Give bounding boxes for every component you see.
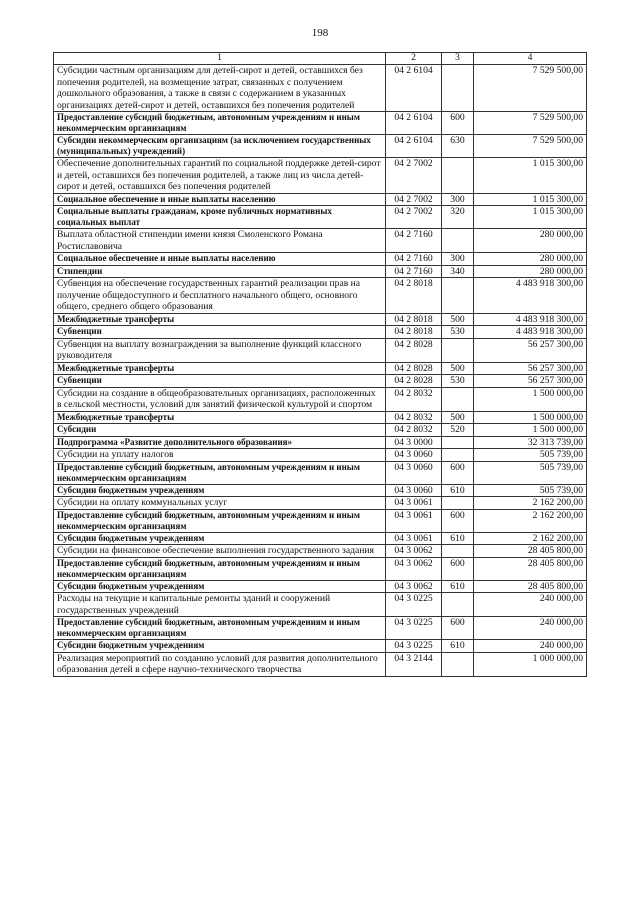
table-row [54,580,587,593]
row-expense-type-cell: 600 [442,509,474,532]
row-name-cell: Субсидии бюджетным учреждениям [54,580,386,593]
table-row [54,411,587,424]
row-amount-cell: 240 000,00 [474,617,587,640]
row-code-cell: 04 2 8032 [386,387,442,411]
row-name-cell: Субсидии некоммерческим организациям (за исключением государственных (муниципальных) учреждений) [54,135,386,158]
row-name-cell: Подпрограмма «Развитие дополнительного образования» [54,436,386,449]
row-amount-cell: 1 500 000,00 [474,411,587,424]
row-amount-cell: 28 405 800,00 [474,557,587,580]
row-name-cell: Социальное обеспечение и иные выплаты населению [54,193,386,206]
row-expense-type-cell: 530 [442,375,474,388]
table-row [54,229,587,253]
row-name-cell: Стипендии [54,265,386,278]
table-row [54,461,587,484]
row-amount-cell: 2 162 200,00 [474,497,587,510]
row-name-cell: Субвенции [54,375,386,388]
row-code-cell: 04 3 0062 [386,545,442,558]
row-name-cell: Субвенция на обеспечение государственных гарантий реализации прав на получение общедоступного и бесплатного начального общего, основного общего, среднего общего образования [54,278,386,314]
row-code-cell: 04 2 8018 [386,278,442,314]
header-cell-sum: 4 [474,53,587,65]
table-row [54,253,587,266]
row-amount-cell: 240 000,00 [474,640,587,653]
row-name-cell: Субсидии бюджетным учреждениям [54,484,386,497]
row-code-cell: 04 3 0225 [386,617,442,640]
table-row [54,112,587,135]
row-expense-type-cell: 500 [442,313,474,326]
row-name-cell: Субвенции [54,326,386,339]
row-name-cell: Реализация мероприятий по созданию условий для развития дополнительного образования детей в сфере научно-технического творчества [54,652,386,676]
table-row [54,545,587,558]
table-row [54,532,587,545]
row-amount-cell: 7 529 500,00 [474,112,587,135]
table-row [54,313,587,326]
row-code-cell: 04 2 7160 [386,229,442,253]
row-amount-cell: 1 015 300,00 [474,193,587,206]
table-row [54,387,587,411]
row-expense-type-cell: 300 [442,253,474,266]
row-code-cell: 04 3 0225 [386,593,442,617]
table-row [54,206,587,229]
row-code-cell: 04 2 8018 [386,313,442,326]
row-amount-cell: 1 000 000,00 [474,652,587,676]
header-row [54,53,587,65]
row-code-cell: 04 2 8018 [386,326,442,339]
row-amount-cell: 56 257 300,00 [474,362,587,375]
row-expense-type-cell [442,278,474,314]
row-expense-type-cell: 600 [442,557,474,580]
row-amount-cell: 280 000,00 [474,229,587,253]
row-amount-cell: 505 739,00 [474,484,587,497]
row-expense-type-cell [442,436,474,449]
row-code-cell: 04 2 7002 [386,193,442,206]
table-row [54,557,587,580]
row-name-cell: Социальные выплаты гражданам, кроме публичных нормативных социальных выплат [54,206,386,229]
row-amount-cell: 1 015 300,00 [474,158,587,194]
row-expense-type-cell: 300 [442,193,474,206]
table-row [54,362,587,375]
row-code-cell: 04 2 7002 [386,206,442,229]
row-expense-type-cell: 340 [442,265,474,278]
row-amount-cell: 1 500 000,00 [474,424,587,437]
row-code-cell: 04 2 8032 [386,424,442,437]
row-code-cell: 04 2 8028 [386,362,442,375]
table-row [54,424,587,437]
row-amount-cell: 7 529 500,00 [474,65,587,112]
row-name-cell: Субсидии [54,424,386,437]
row-name-cell: Субсидии на финансовое обеспечение выполнения государственного задания [54,545,386,558]
row-code-cell: 04 2 8028 [386,338,442,362]
row-amount-cell: 1 015 300,00 [474,206,587,229]
row-code-cell: 04 3 0225 [386,640,442,653]
row-expense-type-cell [442,65,474,112]
row-expense-type-cell: 600 [442,617,474,640]
row-code-cell: 04 3 0061 [386,497,442,510]
row-expense-type-cell: 500 [442,411,474,424]
row-expense-type-cell: 600 [442,112,474,135]
row-name-cell: Субсидии на оплату коммунальных услуг [54,497,386,510]
row-code-cell: 04 2 7160 [386,265,442,278]
row-code-cell: 04 2 6104 [386,112,442,135]
page-number: 198 [311,27,329,39]
row-amount-cell: 2 162 200,00 [474,532,587,545]
row-name-cell: Субсидии бюджетным учреждениям [54,640,386,653]
row-expense-type-cell: 520 [442,424,474,437]
row-amount-cell: 28 405 800,00 [474,545,587,558]
row-code-cell: 04 2 6104 [386,135,442,158]
row-amount-cell: 56 257 300,00 [474,338,587,362]
row-expense-type-cell: 610 [442,484,474,497]
row-name-cell: Расходы на текущие и капитальные ремонты зданий и сооружений государственных учреждений [54,593,386,617]
row-code-cell: 04 2 7160 [386,253,442,266]
row-name-cell: Предоставление субсидий бюджетным, автономным учреждениям и иным некоммерческим организациям [54,112,386,135]
row-amount-cell: 1 500 000,00 [474,387,587,411]
row-expense-type-cell [442,449,474,462]
row-expense-type-cell: 500 [442,362,474,375]
row-amount-cell: 4 483 918 300,00 [474,278,587,314]
row-expense-type-cell [442,338,474,362]
row-code-cell: 04 3 0060 [386,449,442,462]
row-code-cell: 04 2 8028 [386,375,442,388]
row-code-cell: 04 2 8032 [386,411,442,424]
row-name-cell: Предоставление субсидий бюджетным, автономным учреждениям и иным некоммерческим организациям [54,617,386,640]
table-row [54,193,587,206]
header-cell-csr: 2 [386,53,442,65]
row-amount-cell: 280 000,00 [474,265,587,278]
row-code-cell: 04 3 0000 [386,436,442,449]
row-expense-type-cell: 320 [442,206,474,229]
row-amount-cell: 240 000,00 [474,593,587,617]
table-row [54,617,587,640]
table-row [54,265,587,278]
table-row [54,497,587,510]
row-name-cell: Социальное обеспечение и иные выплаты населению [54,253,386,266]
row-code-cell: 04 3 0060 [386,484,442,497]
row-amount-cell: 32 313 739,00 [474,436,587,449]
row-code-cell: 04 3 2144 [386,652,442,676]
table-row [54,449,587,462]
table-row [54,375,587,388]
row-name-cell: Предоставление субсидий бюджетным, автономным учреждениям и иным некоммерческим организациям [54,557,386,580]
row-amount-cell: 7 529 500,00 [474,135,587,158]
row-name-cell: Межбюджетные трансферты [54,362,386,375]
table-body [54,65,587,677]
row-code-cell: 04 3 0062 [386,580,442,593]
row-expense-type-cell: 610 [442,580,474,593]
row-amount-cell: 56 257 300,00 [474,375,587,388]
row-amount-cell: 280 000,00 [474,253,587,266]
row-expense-type-cell: 630 [442,135,474,158]
row-name-cell: Субвенция на выплату вознаграждения за выполнение функций классного руководителя [54,338,386,362]
table-row [54,326,587,339]
row-amount-cell: 4 483 918 300,00 [474,326,587,339]
row-name-cell: Обеспечение дополнительных гарантий по социальной поддержке детей-сирот и детей, оставшихся без попечения родителей, а также лиц из числа детей-сирот и детей, оставшихся без попечения родителей [54,158,386,194]
table-row [54,484,587,497]
row-name-cell: Межбюджетные трансферты [54,313,386,326]
row-code-cell: 04 2 6104 [386,65,442,112]
row-code-cell: 04 3 0061 [386,509,442,532]
row-code-cell: 04 3 0062 [386,557,442,580]
row-expense-type-cell [442,593,474,617]
row-name-cell: Субсидии бюджетным учреждениям [54,532,386,545]
row-name-cell: Предоставление субсидий бюджетным, автономным учреждениям и иным некоммерческим организациям [54,461,386,484]
row-expense-type-cell [442,652,474,676]
row-amount-cell: 4 483 918 300,00 [474,313,587,326]
row-amount-cell: 28 405 800,00 [474,580,587,593]
row-expense-type-cell [442,229,474,253]
table-row [54,158,587,194]
row-name-cell: Субсидии частным организациям для детей-сирот и детей, оставшихся без попечения родителей, на возмещение затрат, связанных с получением дошкольного образования, а также в связи с содержанием в указанных организациях детей-сирот и детей, оставшихся без попечения родителей [54,65,386,112]
row-expense-type-cell [442,158,474,194]
table-row [54,436,587,449]
header-cell-name: 1 [54,53,386,65]
row-expense-type-cell [442,497,474,510]
table-row [54,278,587,314]
row-expense-type-cell: 530 [442,326,474,339]
table-row [54,338,587,362]
row-amount-cell: 505 739,00 [474,461,587,484]
row-expense-type-cell: 610 [442,532,474,545]
row-code-cell: 04 3 0061 [386,532,442,545]
table-row [54,509,587,532]
table-row [54,640,587,653]
row-name-cell: Субсидии на создание в общеобразовательных организациях, расположенных в сельской местности, условий для занятий физической культурой и спортом [54,387,386,411]
table-row [54,65,587,112]
row-name-cell: Межбюджетные трансферты [54,411,386,424]
row-expense-type-cell: 600 [442,461,474,484]
row-name-cell: Субсидии на уплату налогов [54,449,386,462]
row-code-cell: 04 3 0060 [386,461,442,484]
row-amount-cell: 2 162 200,00 [474,509,587,532]
row-amount-cell: 505 739,00 [474,449,587,462]
row-expense-type-cell [442,387,474,411]
table-row [54,593,587,617]
table-row [54,652,587,676]
row-name-cell: Предоставление субсидий бюджетным, автономным учреждениям и иным некоммерческим организациям [54,509,386,532]
budget-table [53,52,587,677]
row-name-cell: Выплата областной стипендии имени князя Смоленского Романа Ростиславовича [54,229,386,253]
row-expense-type-cell: 610 [442,640,474,653]
row-expense-type-cell [442,545,474,558]
table-row [54,135,587,158]
header-cell-vr: 3 [442,53,474,65]
row-code-cell: 04 2 7002 [386,158,442,194]
